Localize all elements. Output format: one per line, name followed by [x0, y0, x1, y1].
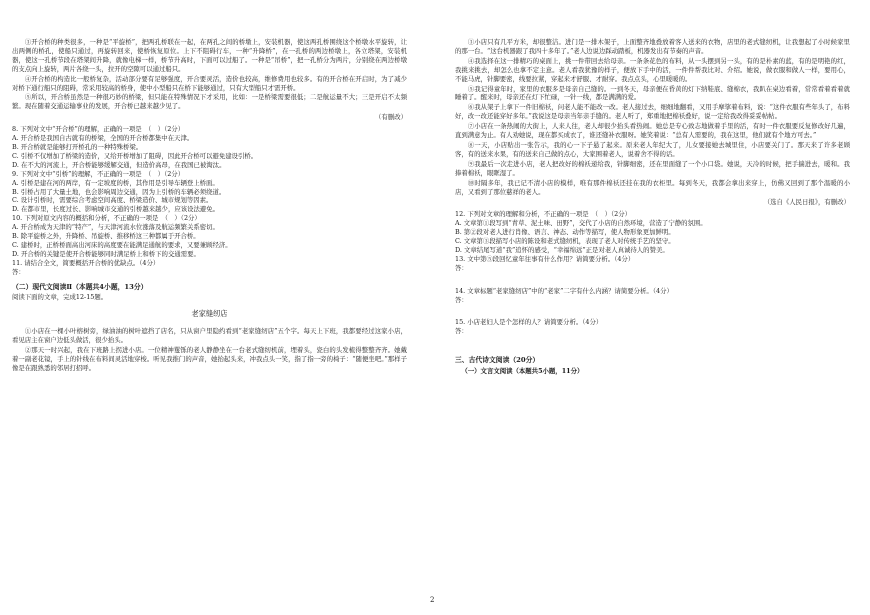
question-13: 13. 文中第⑤段回忆童年往事有什么作用？请简要分析。（4分） [455, 254, 635, 263]
question-option: B. 第②段对老人进行肖像、语言、神态、动作等描写，使人物形象更加鲜明。 [455, 228, 675, 237]
article-paragraph: ⑤我记得童年时，家里的衣服多是母亲自己缝的。一到冬天，母亲便在昏黄的灯下纳鞋底、缝棉衣，我趴在桌边看着，常常看着看着就睡着了。醒来时，母亲还在灯下忙碌，一针一线，都是满满的爱。 [455, 84, 850, 102]
question-option: A. 引桥是建在河的两岸，有一定坡度的桥，其作用是引导车辆登上桥面。 [12, 178, 219, 187]
question-option: D. 开合桥的关键是使开合桥能够同时满足桥上和桥下的交通需要。 [12, 249, 200, 258]
article-paragraph: ⑩时隔多年，我已记不清小店的模样，唯有那件棉袄还挂在我的衣柜里。每到冬天，我都会拿出来穿上，仿佛又回到了那个温暖的小店，又看到了那位慈祥的老人。 [455, 178, 850, 196]
question-14: 14. 文章标题“老家缝纫店”中的“老家”二字有什么内涵？请简要分析。（4分） [455, 286, 673, 295]
question-stem: 12. 下列对文章的理解和分析，不正确的一项是 （ ）（2分） [455, 210, 632, 219]
question-option: B. 除平旋桥之外，升降桥、吊旋桥、推移桥这三种都属于开合桥。 [12, 232, 200, 241]
section-intro: 阅读下面的文章，完成12-15题。 [12, 293, 108, 302]
question-10 [12, 214, 407, 259]
question-option: D. 文章结尾写道“我”追怀的感受，“幸福绵远”正是对老人真诚待人的赞美。 [455, 245, 669, 254]
question-11: 11. 请结合全文，简要概括开合桥的优缺点。（4分） [12, 258, 160, 267]
article-paragraph: ①小店在一棵小叶榕树旁，绿油油的树叶遮挡了店名，只从窗户里隐约看到“老家缝纫店”五个字。每天上下班，我都要经过这家小店，看见店主在窗户边低头做活，很少抬头。 [12, 327, 407, 345]
question-option: C. 设计引桥时，需要综合考虑空间高度、桥梁造价、城市规划等因素。 [12, 196, 213, 205]
section-title: （二）现代文阅读Ⅱ（本题共4小题，13分） [12, 282, 148, 291]
question-option: A. 开合桥是我国自古就有的桥梁，全国的开合桥都集中在天津。 [12, 134, 194, 143]
answer-label: 答： [455, 263, 468, 272]
question-8 [12, 125, 407, 170]
answer-label: 答： [455, 327, 468, 336]
answer-space [455, 336, 850, 350]
question-12 [455, 210, 850, 255]
article-paragraph: ⑨我最后一次走进小店，老人把改好的棉袄递给我，针脚细密，还在里面缝了一个小口袋。她说，天冷的时候，把手揣进去，暖和。我捧着棉袄，眼眶湿了。 [455, 159, 850, 177]
question-option: D. 在不大的河流上，开合桥能够缓解交通，但造价高昂，在我国已被淘汰。 [12, 160, 226, 169]
answer-space [455, 304, 850, 318]
question-option: A. 开合桥成为天津的“特产”，与天津河流水位涨落及航运频繁关系密切。 [12, 223, 219, 232]
question-option: A. 文章第①段写到“青草、泥土味、田野”，交代了小店的自然环境，营造了宁静的氛围。 [455, 219, 707, 228]
answer-label: 答： [455, 295, 468, 304]
left-column [12, 38, 407, 374]
article-paragraph: ④我选择在这一排精巧的桌面上，挑一件带回去给母亲。一条条花色的布料，从一头摆到另一头，有的是朴素的蓝，有的是明艳的红，我挑来挑去，却怎么也拿不定主意。老人看我犹豫的样子，便放下手中的活，一件件帮我比对、介绍。她说，做衣服和做人一样，要用心，不能马虎，针脚要密，线要拉紧，穿起来才舒服、才耐穿。我点点头，心里暖暖的。 [455, 56, 850, 83]
article-paragraph: ③小店只有几平方米，却很整洁。进门是一排木架子，上面整齐地叠放着客人送来的衣物，店里的老式缝纫机，让我想起了小时候家里的那一台。“这台机器跟了我四十多年了。”老人边说边踩动踏板，机器发出有节奏的声音。 [455, 38, 850, 55]
answer-label: 答： [12, 267, 25, 276]
question-option: C. 建桥时，正桥桥面高出河床的高度要在能满足通航的要求，又要兼顾经济。 [12, 240, 232, 249]
question-option: D. 在都市里，长度过长、影响城市交通的引桥越来越少，应该设法避免。 [12, 205, 220, 214]
article-paragraph: ②那天一时兴起，我在下班路上拐进小店。一位精神矍铄的老人静静坐在一台老式缝纫机前，埋着头，瓷白的头发梳得整整齐齐。她戴着一副老花镜，手上的针线在布料间灵活地穿梭。听见我推门的声音，她抬起头来，冲我点头一笑，指了指一旁的椅子：“随便坐吧。”那样子像是在跟熟悉的邻居打招呼。 [12, 346, 407, 372]
question-9 [12, 170, 407, 215]
question-stem: 8. 下列对文中“开合桥”的理解，正确的一项是 （ ）（2分） [12, 125, 185, 134]
article-paragraph: ⑥我从架子上拿下一件旧棉袄，问老人能不能改一改。老人接过去，细细地翻看，又用手摩挲着布料，说：“这件衣服有些年头了，布料好，改一改还能穿好多年。”我说这是母亲当年亲手缝的。老人听了，郑重地把棉袄叠好，说一定给我改得妥妥帖帖。 [455, 103, 850, 121]
question-option: B. 开合桥就是能够打开桥孔的一种特殊桥梁。 [12, 142, 143, 151]
section-title: 三、古代诗文阅读（20分） [455, 356, 540, 365]
passage-paragraph: ④开合桥的构造比一般桥复杂，活动部分要有足够强度，开合要灵活，造价也较高，维修费用也较多。有的开合桥在开启时，为了减少对桥下通行船只的阻碍，常采用较高的桥身，使中小型船只在桥下能够通过，只有大型船只才需开桥。 [12, 74, 407, 92]
article-title: 老家缝纫店 [191, 309, 228, 319]
question-option: C. 文章第③段描写小店的陈设和老式缝纫机，表现了老人对传统手艺的坚守。 [455, 237, 675, 246]
question-15: 15. 小店老妇人是个怎样的人？请简要分析。（4分） [455, 318, 603, 327]
passage-paragraph: ③开合桥的种类很多，一种是“平旋桥”，把两孔桥联在一起，在两孔之间的桥墩上，安装机器，使这两孔桥围绕这个桥墩水平旋转，让出两侧的桥孔，使船只通过，再旋转回来，使桥恢复原位。上下不阻碍行车，一种“升降桥”，在一孔桥的两边桥墩上，各立塔架，安装机器，使这一孔桥节段在塔架间升降，就像电梯一样，桥节升高时，下面可以过船了。一种是“吊桥”，把一孔桥分为两片，分别绕在两边桥墩的支点向上旋转，两片各绕一头，拉开的空隙可以通过船只。 [12, 38, 407, 73]
right-column [455, 38, 850, 376]
article-source: （选自《人民日报》，有删改） [763, 198, 850, 207]
article-paragraph: ⑦小店在一条热闹的大街上，人来人往，老人却很少抬头看热闹。她总是专心致志地做着手里的活，有时一件衣服要反复修改好几遍，直到满意为止。有人劝她说，现在都买成衣了，谁还缝补衣服呀。她笑着说：“总有人需要的，我在这里，他们就有个地方可去。” [455, 122, 850, 140]
section-subtitle: （一）文言文阅读（本题共5小题，11分） [461, 367, 584, 376]
answer-space [455, 273, 850, 287]
page-number: 2 [430, 596, 435, 604]
passage-paragraph: ⑤所以，开合桥虽然是一种很巧妙的桥梁，但只能在特殊情况下才采用，比如：一是桥梁需要很低；二是航运量不大；三是开启不太频繁。现在随着交通运输事业的发展，开合桥已越来越少见了。 [12, 93, 407, 111]
question-stem: 10. 下列对原文内容的概括和分析，不正确的一项是 （ ）（2分） [12, 214, 201, 223]
question-option: C. 引桥不仅增加了桥梁的造价，又给开桥增加了阻碍，因此开合桥可以避免建设引桥。 [12, 151, 258, 160]
article-paragraph: ⑧一天，小店贴出一张告示，我的心一下子悬了起来。原来老人年纪大了，儿女要接她去城里住，小店要关门了。那天来了许多老顾客，有的送来水果，有的送来自己做的点心，大家围着老人，说着舍不得的话。 [455, 140, 850, 158]
passage-source: （有删改） [375, 113, 407, 122]
question-option: B. 引桥占用了大量土地，也会影响周边交通，因为上引桥的车辆必须绕道。 [12, 187, 226, 196]
question-stem: 9. 下列对文中“引桥”的理解，不正确的一项是 （ ）（2分） [12, 169, 185, 178]
